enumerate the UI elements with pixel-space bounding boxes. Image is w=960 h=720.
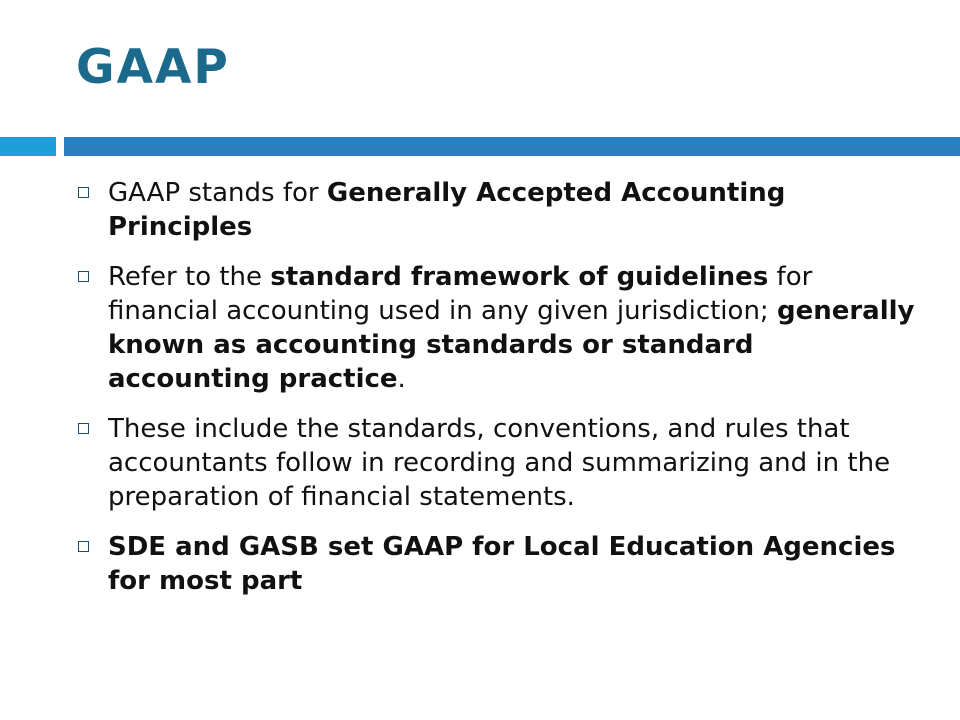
bullet-list xyxy=(78,176,918,614)
title-accent-bar-right xyxy=(64,137,960,156)
bullet-text: GAAP stands for xyxy=(108,178,327,208)
slide-title: GAAP xyxy=(76,40,230,95)
bullet-item xyxy=(78,176,918,244)
hollow-square-bullet-icon xyxy=(78,541,89,552)
bullet-item xyxy=(78,260,918,396)
title-accent-bar-left xyxy=(0,137,56,156)
bullet-emphasis: standard framework of guidelines xyxy=(270,262,769,292)
bullet-item xyxy=(78,412,918,514)
bullet-emphasis: Generally Accepted Accounting Principles xyxy=(108,178,786,242)
bullet-text: for financial accounting used in any given jurisdiction; xyxy=(108,262,813,326)
bullet-item xyxy=(78,530,918,598)
bullet-text: . xyxy=(397,364,406,394)
bullet-text: Refer to the xyxy=(108,262,271,292)
hollow-square-bullet-icon xyxy=(78,423,89,434)
bullet-emphasis: generally known as accounting standards or standard accounting practice xyxy=(108,296,915,394)
bullet-emphasis: SDE and GASB set GAAP for Local Education Agencies for most part xyxy=(108,532,896,596)
bullet-text: These include the standards, conventions, and rules that accountants follow in recording and summarizing and in the preparation of financial statements. xyxy=(108,414,891,512)
hollow-square-bullet-icon xyxy=(78,187,89,198)
hollow-square-bullet-icon xyxy=(78,271,89,282)
